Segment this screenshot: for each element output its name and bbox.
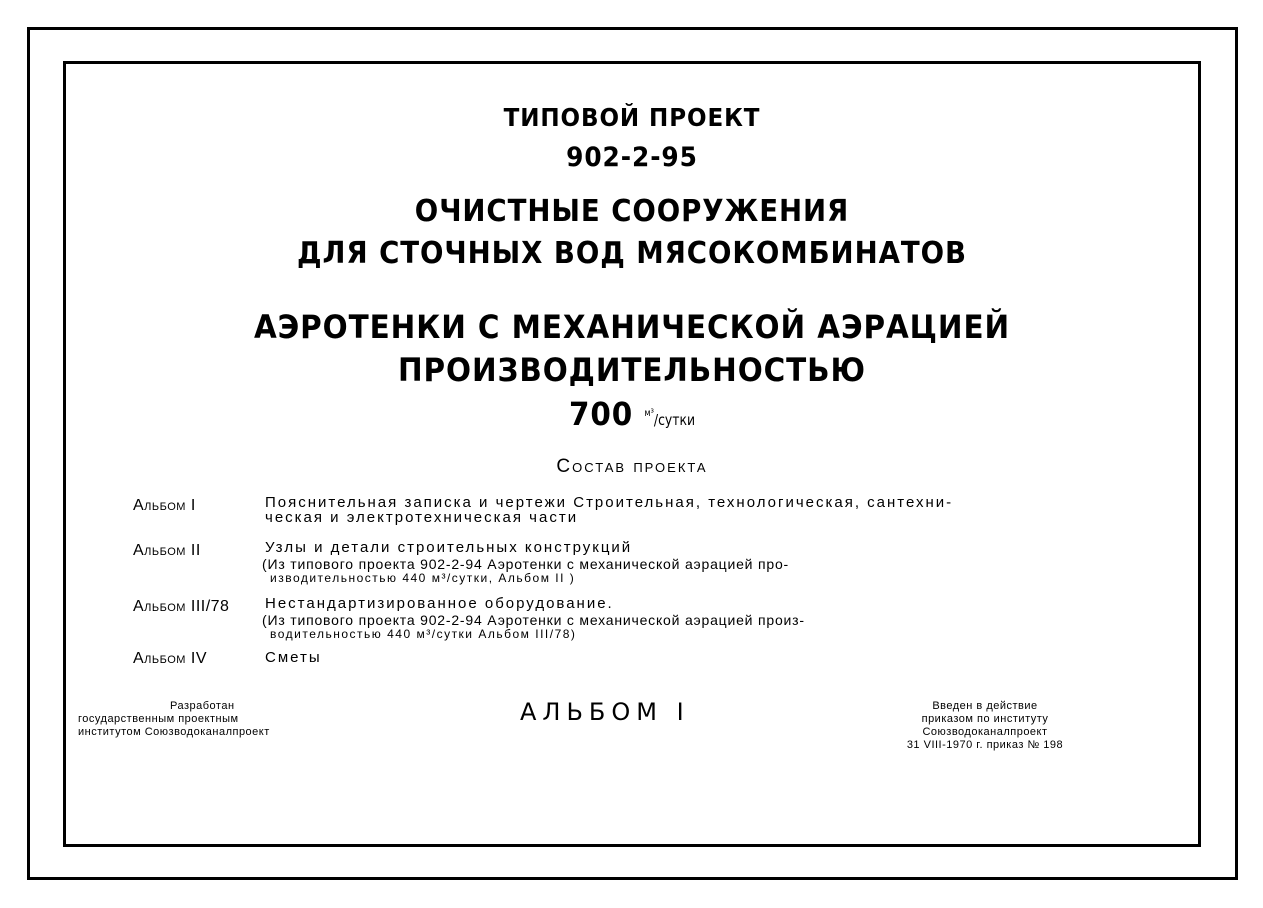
introduced-line-1: Введен в действие xyxy=(932,700,1038,712)
capacity-value: 700 xyxy=(568,395,634,433)
facility-title: ОЧИСТНЫЕ СООРУЖЕНИЯ xyxy=(414,194,850,229)
album-1-line-1: Пояснительная записка и чертежи Строительная, технологическая, сантехни- xyxy=(265,494,954,511)
introduction-block xyxy=(880,700,1090,752)
album-4-label: Альбом IV xyxy=(133,650,207,667)
album-1-line-2: ческая и электротехническая части xyxy=(265,509,579,526)
introduced-line-2: приказом по институту xyxy=(921,713,1049,725)
developer-block xyxy=(78,700,418,739)
developed-line-2: государственным проектным xyxy=(78,713,239,725)
introduced-line-3: Союзводоканалпроект xyxy=(922,726,1048,738)
capacity-unit-bottom: /сутки xyxy=(653,411,696,429)
album-3-line-2: (Из типового проекта 902-2-94 Аэротенки с механической аэрацией произ- xyxy=(262,612,805,628)
composition-title: Состав проекта xyxy=(556,456,708,477)
introduced-line-4: 31 VIII-1970 г. приказ № 198 xyxy=(906,739,1064,751)
aerotank-title: АЭРОТЕНКИ С МЕХАНИЧЕСКОЙ АЭРАЦИЕЙ xyxy=(253,308,1011,346)
album-3-line-3: водительностью 440 м³/сутки Альбом III/78) xyxy=(270,627,577,641)
album-2-label: Альбом II xyxy=(133,542,201,559)
album-3-line-1: Нестандартизированное оборудование. xyxy=(265,595,614,612)
developed-line-3: институтом Союзводоканалпроект xyxy=(78,726,270,738)
album-2-line-3: изводительностью 440 м³/сутки, Альбом II ) xyxy=(270,571,576,585)
capacity-heading: ПРОИЗВОДИТЕЛЬНОСТЬЮ xyxy=(397,351,867,389)
capacity-unit-top: м³ xyxy=(644,408,654,419)
album-4-line-1: Сметы xyxy=(265,649,322,666)
capacity-unit xyxy=(644,408,696,429)
album-1-label: Альбом I xyxy=(133,497,196,514)
facility-subtitle: ДЛЯ СТОЧНЫХ ВОД МЯСОКОМБИНАТОВ xyxy=(297,236,967,271)
capacity-line xyxy=(109,395,1156,433)
album-2-line-2: (Из типового проекта 902-2-94 Аэротенки с механической аэрацией про- xyxy=(262,556,790,572)
album-2-line-1: Узлы и детали строительных конструкций xyxy=(265,539,633,556)
current-album-label: АЛЬБОМ I xyxy=(520,698,690,726)
developed-line-1: Разработан xyxy=(170,700,235,712)
project-type-title: ТИПОВОЙ ПРОЕКТ xyxy=(503,103,761,132)
album-3-label: Альбом III/78 xyxy=(133,598,230,615)
project-number: 902-2-95 xyxy=(566,142,698,173)
